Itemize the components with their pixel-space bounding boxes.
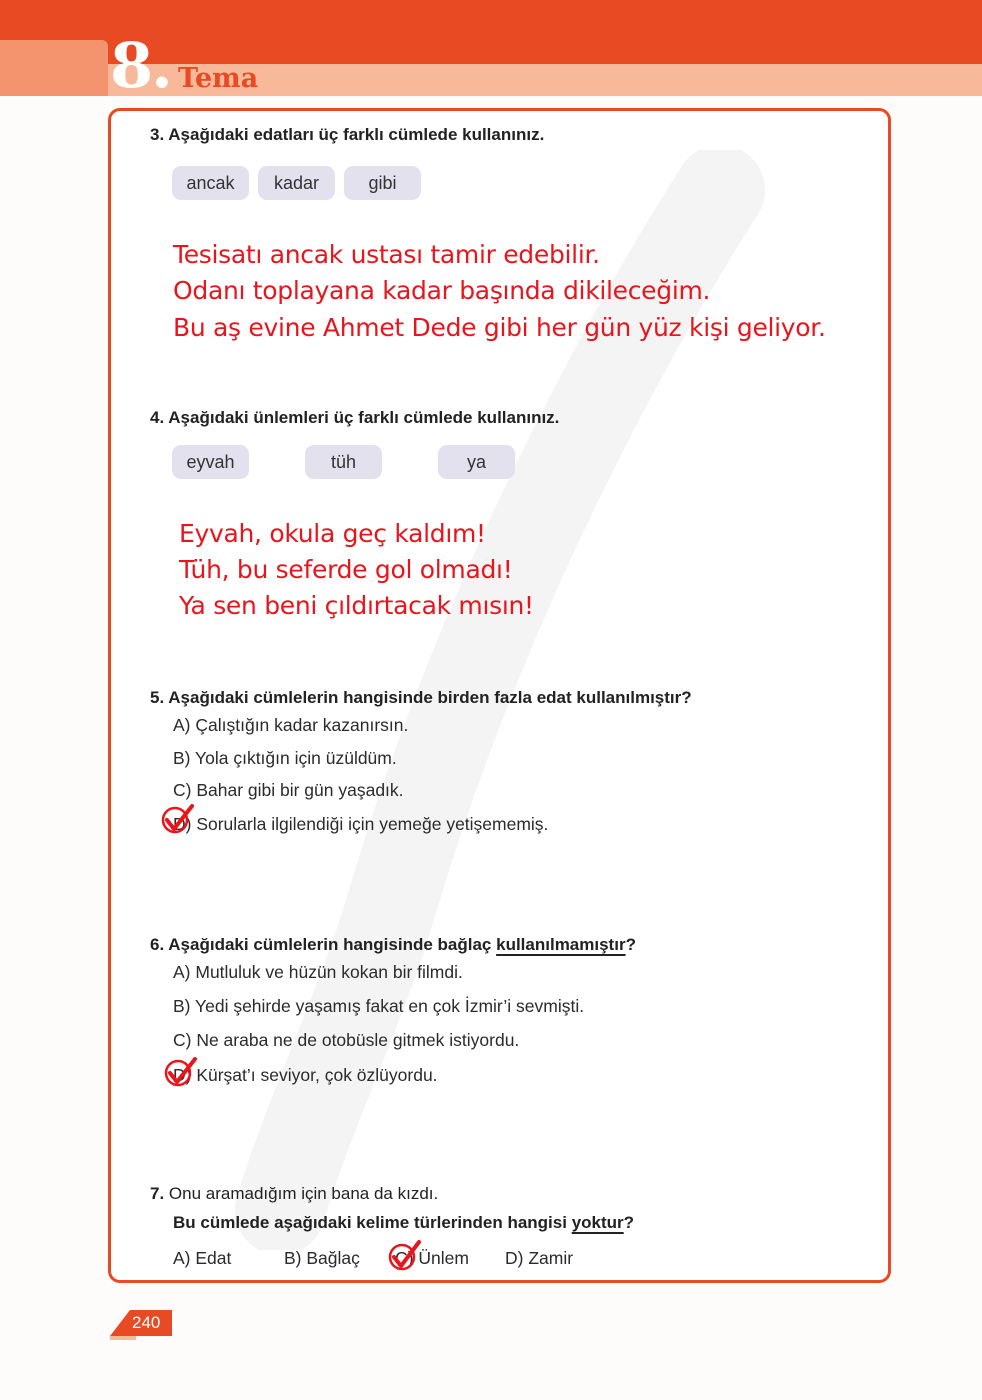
question-3-prompt (150, 125, 544, 145)
question-6-emphasis: kullanılmamıştır (496, 935, 626, 954)
chip-tuh: tüh (305, 445, 382, 479)
checkmark-icon (386, 1238, 422, 1272)
question-5-number: 5. (150, 688, 165, 707)
q6-option-b[interactable]: B) Yedi şehirde yaşamış fakat en çok İzmir’i sevmişti. (173, 996, 585, 1016)
checkmark-icon (162, 1055, 198, 1089)
question-4-text: Aşağıdaki ünlemleri üç farklı cümlede kullanınız. (168, 408, 560, 427)
q5-option-c[interactable]: C) Bahar gibi bir gün yaşadık. (173, 780, 404, 800)
question-5-prompt (150, 688, 692, 708)
q6-option-a[interactable]: A) Mutluluk ve hüzün kokan bir filmdi. (173, 962, 463, 982)
question-4-number: 4. (150, 408, 165, 427)
question-3-number: 3. (150, 125, 165, 144)
question-7-emphasis: yoktur (571, 1213, 624, 1232)
question-7-sentence-text: Onu aramadığım için bana da kızdı. (168, 1184, 439, 1203)
q5-option-a[interactable]: A) Çalıştığın kadar kazanırsın. (173, 715, 409, 735)
q5-option-d[interactable]: D) Sorularla ilgilendiği için yemeğe yetişememiş. (173, 814, 549, 834)
chip-gibi: gibi (344, 166, 421, 200)
q7-option-d[interactable]: D) Zamir (505, 1248, 574, 1268)
theme-title: Tema (178, 63, 259, 94)
q3-answer-3: Bu aş evine Ahmet Dede gibi her gün yüz kişi geliyor. (173, 313, 826, 342)
question-7-number: 7. (150, 1184, 165, 1203)
q6-option-c[interactable]: C) Ne araba ne de otobüsle gitmek istiyordu. (173, 1030, 520, 1050)
checkmark-icon (160, 803, 196, 837)
chip-eyvah: eyvah (172, 445, 249, 479)
page-number: 240 (132, 1313, 161, 1332)
question-4-prompt (150, 408, 559, 428)
chip-ancak: ancak (172, 166, 249, 200)
q7-option-c[interactable]: C) Ünlem (395, 1248, 469, 1268)
question-6-qmark: ? (625, 935, 636, 954)
q4-answer-1: Eyvah, okula geç kaldım! (179, 519, 486, 548)
question-7-qmark: ? (623, 1213, 635, 1232)
chip-kadar: kadar (258, 166, 335, 200)
question-7-prompt (173, 1213, 634, 1233)
question-6-prompt (150, 935, 636, 955)
header-left-tab (0, 40, 108, 96)
q3-answer-2: Odanı toplayana kadar başında dikileceğim. (173, 276, 711, 305)
q3-answer-1: Tesisatı ancak ustası tamir edebilir. (173, 240, 600, 269)
q5-option-b[interactable]: B) Yola çıktığın için üzüldüm. (173, 748, 397, 768)
q6-option-d[interactable]: D) Kürşat’ı seviyor, çok özlüyordu. (173, 1065, 438, 1085)
theme-number: 8. (110, 29, 171, 102)
question-7-sentence (150, 1184, 438, 1204)
question-6-text: Aşağıdaki cümlelerin hangisinde bağlaç (168, 935, 492, 954)
question-7-text: Bu cümlede aşağıdaki kelime türlerinden hangisi (173, 1213, 567, 1232)
question-5-text: Aşağıdaki cümlelerin hangisinde birden fazla edat kullanılmıştır? (168, 688, 692, 707)
q4-answer-3: Ya sen beni çıldırtacak mısın! (179, 591, 534, 620)
question-6-number: 6. (150, 935, 165, 954)
q7-option-b[interactable]: B) Bağlaç (284, 1248, 360, 1268)
question-3-text: Aşağıdaki edatları üç farklı cümlede kullanınız. (168, 125, 545, 144)
q7-option-a[interactable]: A) Edat (173, 1248, 232, 1268)
chip-ya: ya (438, 445, 515, 479)
q4-answer-2: Tüh, bu seferde gol olmadı! (179, 555, 513, 584)
